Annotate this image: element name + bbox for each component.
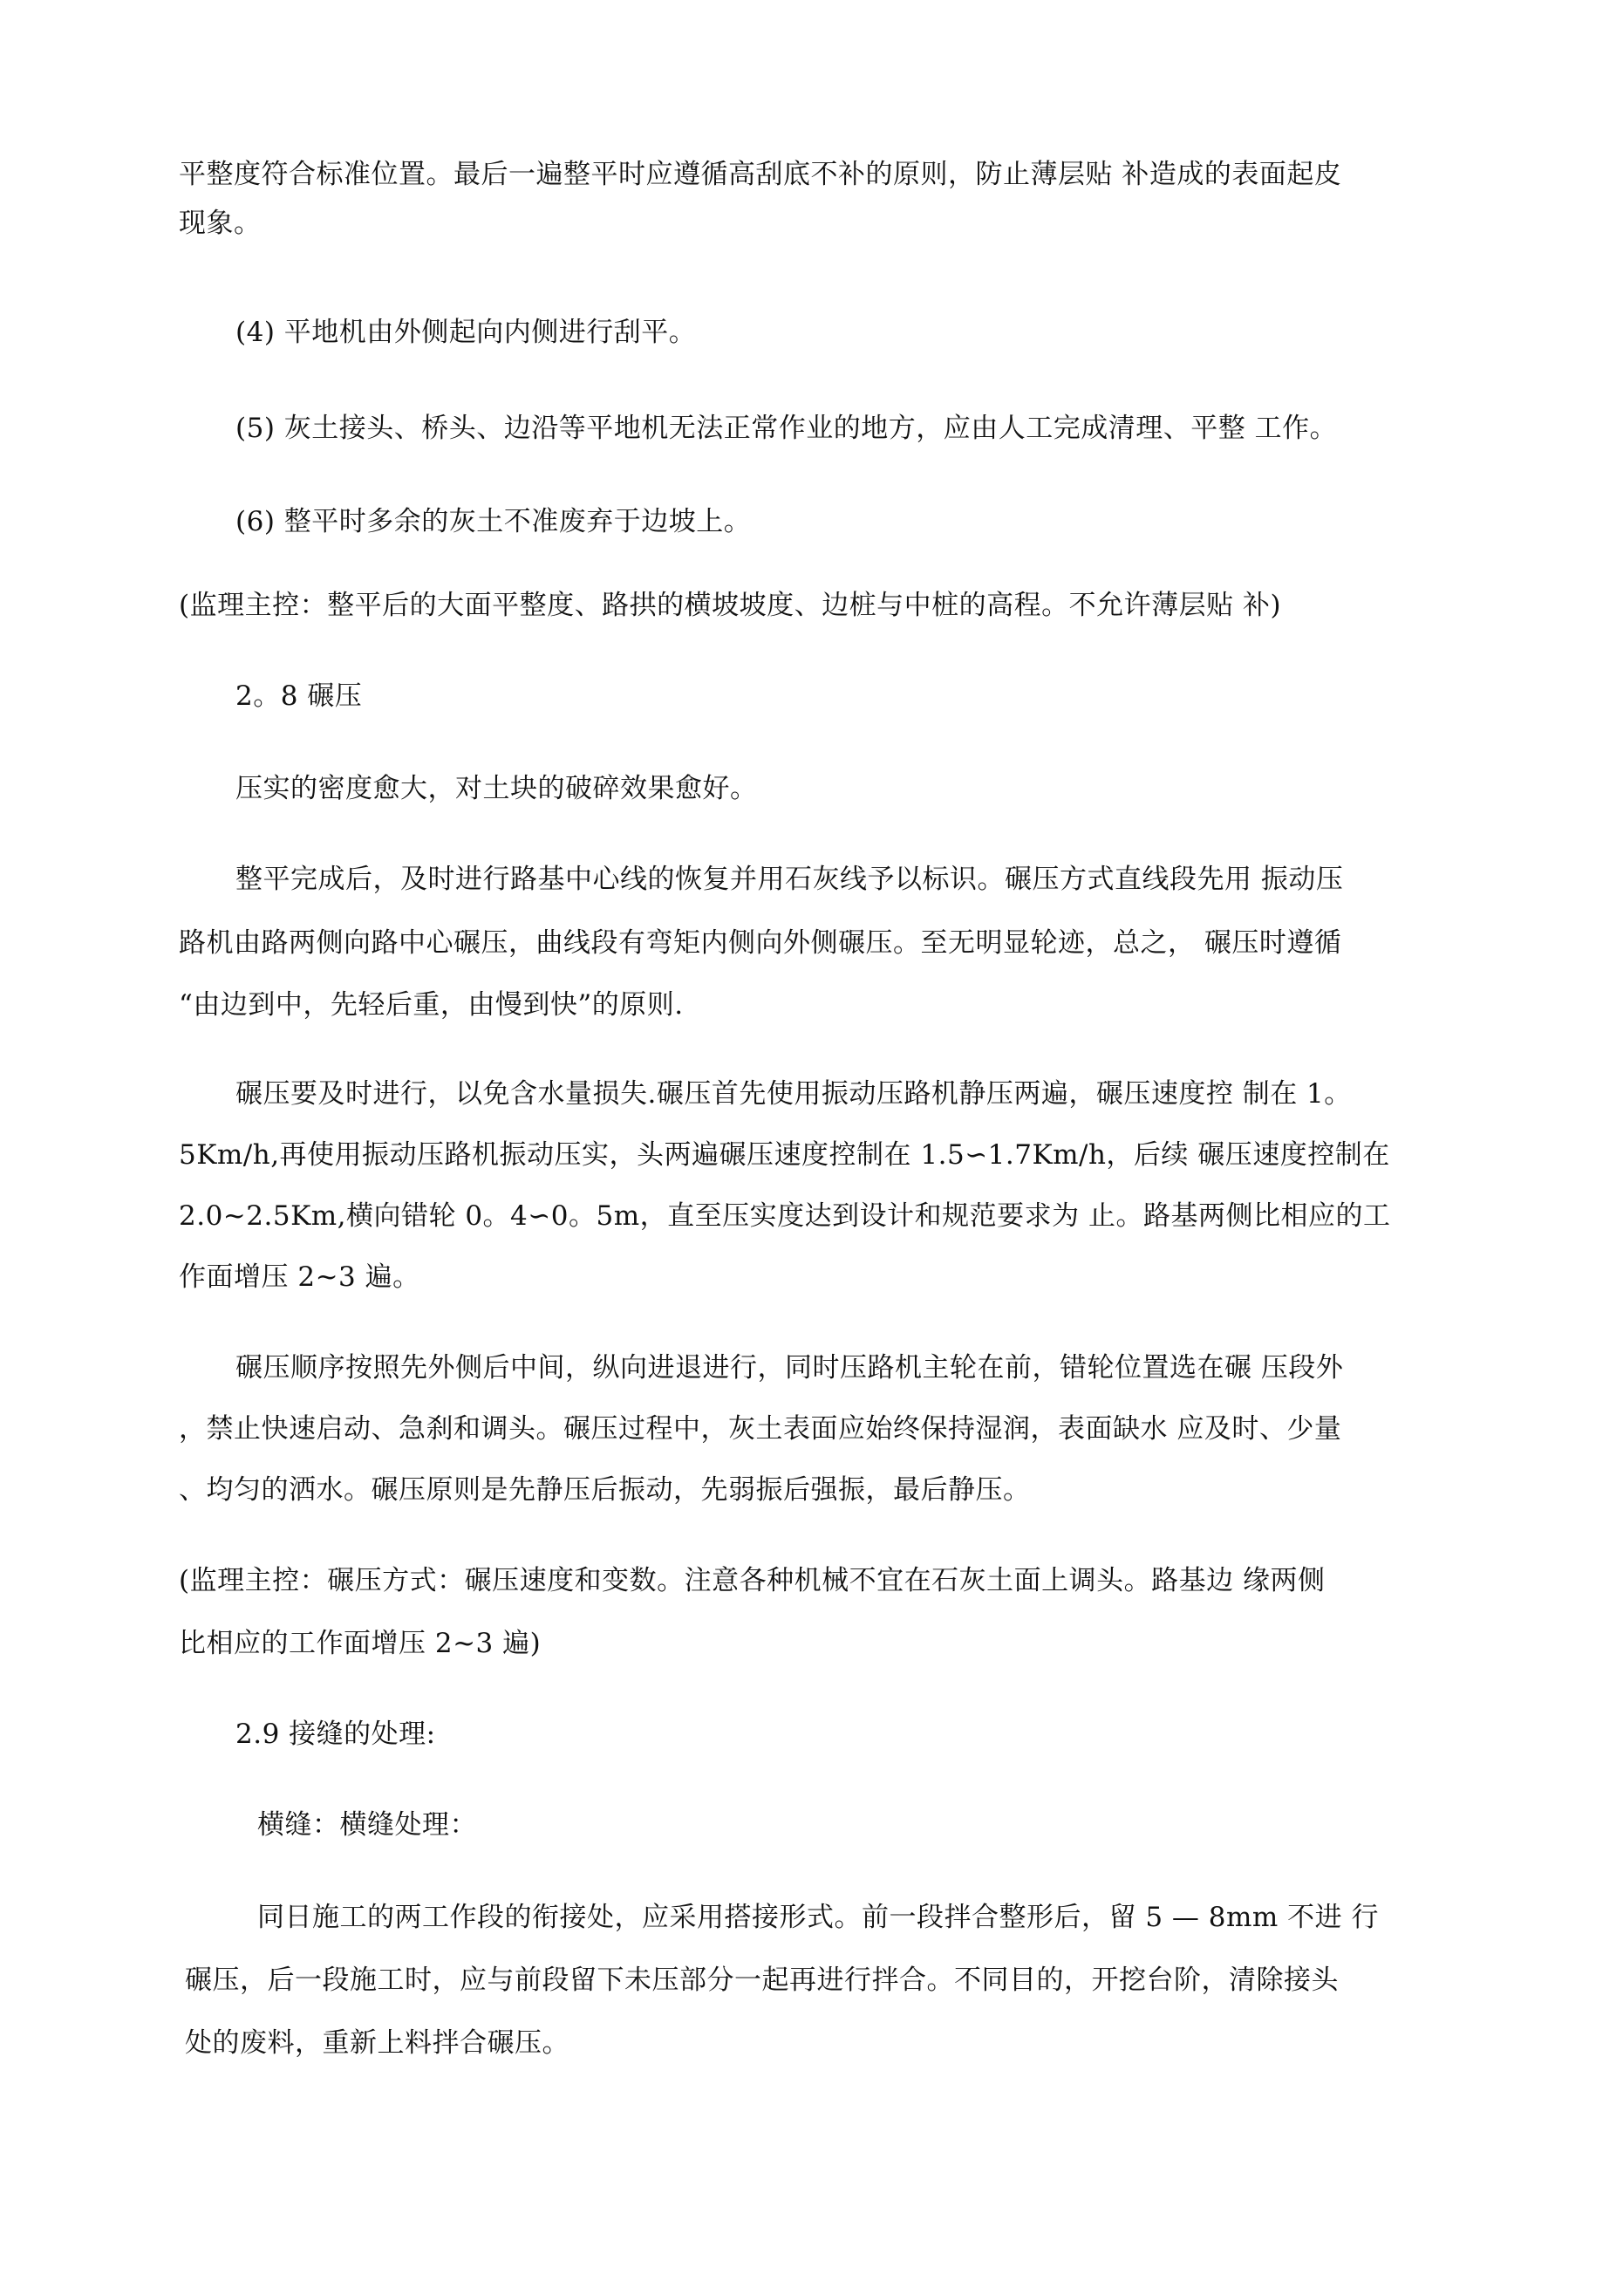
paragraph-line: 路机由路两侧向路中心碾压，曲线段有弯矩内侧向外侧碾压。至无明显轮迹，总之， 碾压时遵循 (179, 927, 1342, 959)
paragraph-line: 整平完成后，及时进行路基中心线的恢复并用石灰线予以标识。碾压方式直线段先用 振动压 (235, 864, 1344, 895)
list-item: (5) 灰土接头、桥头、边沿等平地机无法正常作业的地方，应由人工完成清理、平整 工作。 (235, 413, 1338, 444)
list-item: (6) 整平时多余的灰土不准废弃于边坡上。 (235, 506, 752, 537)
paragraph-line: 平整度符合标准位置。最后一遍整平时应遵循高刮底不补的原则，防止薄层贴 补造成的表面起皮 (179, 159, 1342, 190)
paragraph-line: 压实的密度愈大，对土块的破碎效果愈好。 (235, 773, 758, 804)
paragraph-line: “由边到中，先轻后重，由慢到快”的原则. (179, 989, 684, 1021)
paragraph-line: 碾压，后一段施工时，应与前段留下未压部分一起再进行拌合。不同目的，开挖台阶，清除接头 (185, 1965, 1339, 1996)
paragraph-line: 2.0~2.5Km,横向错轮 0。4∽0。5m，直至压实度达到设计和规范要求为 止。路基两侧比相应的工 (179, 1200, 1391, 1232)
supervision-note: (监理主控：碾压方式：碾压速度和变数。注意各种机械不宜在石灰土面上调头。路基边 缘两侧 (179, 1565, 1326, 1596)
section-heading: 2.9 接缝的处理: (235, 1719, 436, 1750)
section-heading: 2。8 碾压 (235, 680, 363, 712)
paragraph-line: 碾压要及时进行，以免含水量损失.碾压首先使用振动压路机静压两遍，碾压速度控 制在 1。 (235, 1078, 1352, 1110)
paragraph-line: 处的废料，重新上料拌合碾压。 (185, 2027, 569, 2059)
paragraph-line: 5Km/h,再使用振动压路机振动压实，头两遍碾压速度控制在 1.5∽1.7Km/h，后续 碾压速度控制在 (179, 1139, 1390, 1171)
paragraph-line: 现象。 (179, 208, 262, 239)
supervision-note: (监理主控：整平后的大面平整度、路拱的横坡坡度、边桩与中桩的高程。不允许薄层贴 补) (179, 590, 1282, 621)
paragraph-line: 碾压顺序按照先外侧后中间，纵向进退进行，同时压路机主轮在前，错轮位置选在碾 压段外 (235, 1352, 1344, 1384)
paragraph-line: 、均匀的洒水。碾压原则是先静压后振动，先弱振后强振，最后静压。 (179, 1474, 1031, 1506)
supervision-note: 比相应的工作面增压 2~3 遍) (179, 1628, 542, 1659)
paragraph-line: 作面增压 2~3 遍。 (179, 1261, 420, 1293)
subheading: 横缝：横缝处理： (257, 1809, 477, 1841)
paragraph-line: 同日施工的两工作段的衔接处，应采用搭接形式。前一段拌合整形后，留 5 — 8mm 不进 行 (257, 1902, 1380, 1933)
paragraph-line: ，禁止快速启动、急刹和调头。碾压过程中，灰土表面应始终保持湿润，表面缺水 应及时、少量 (179, 1413, 1342, 1445)
list-item: (4) 平地机由外侧起向内侧进行刮平。 (235, 317, 697, 348)
